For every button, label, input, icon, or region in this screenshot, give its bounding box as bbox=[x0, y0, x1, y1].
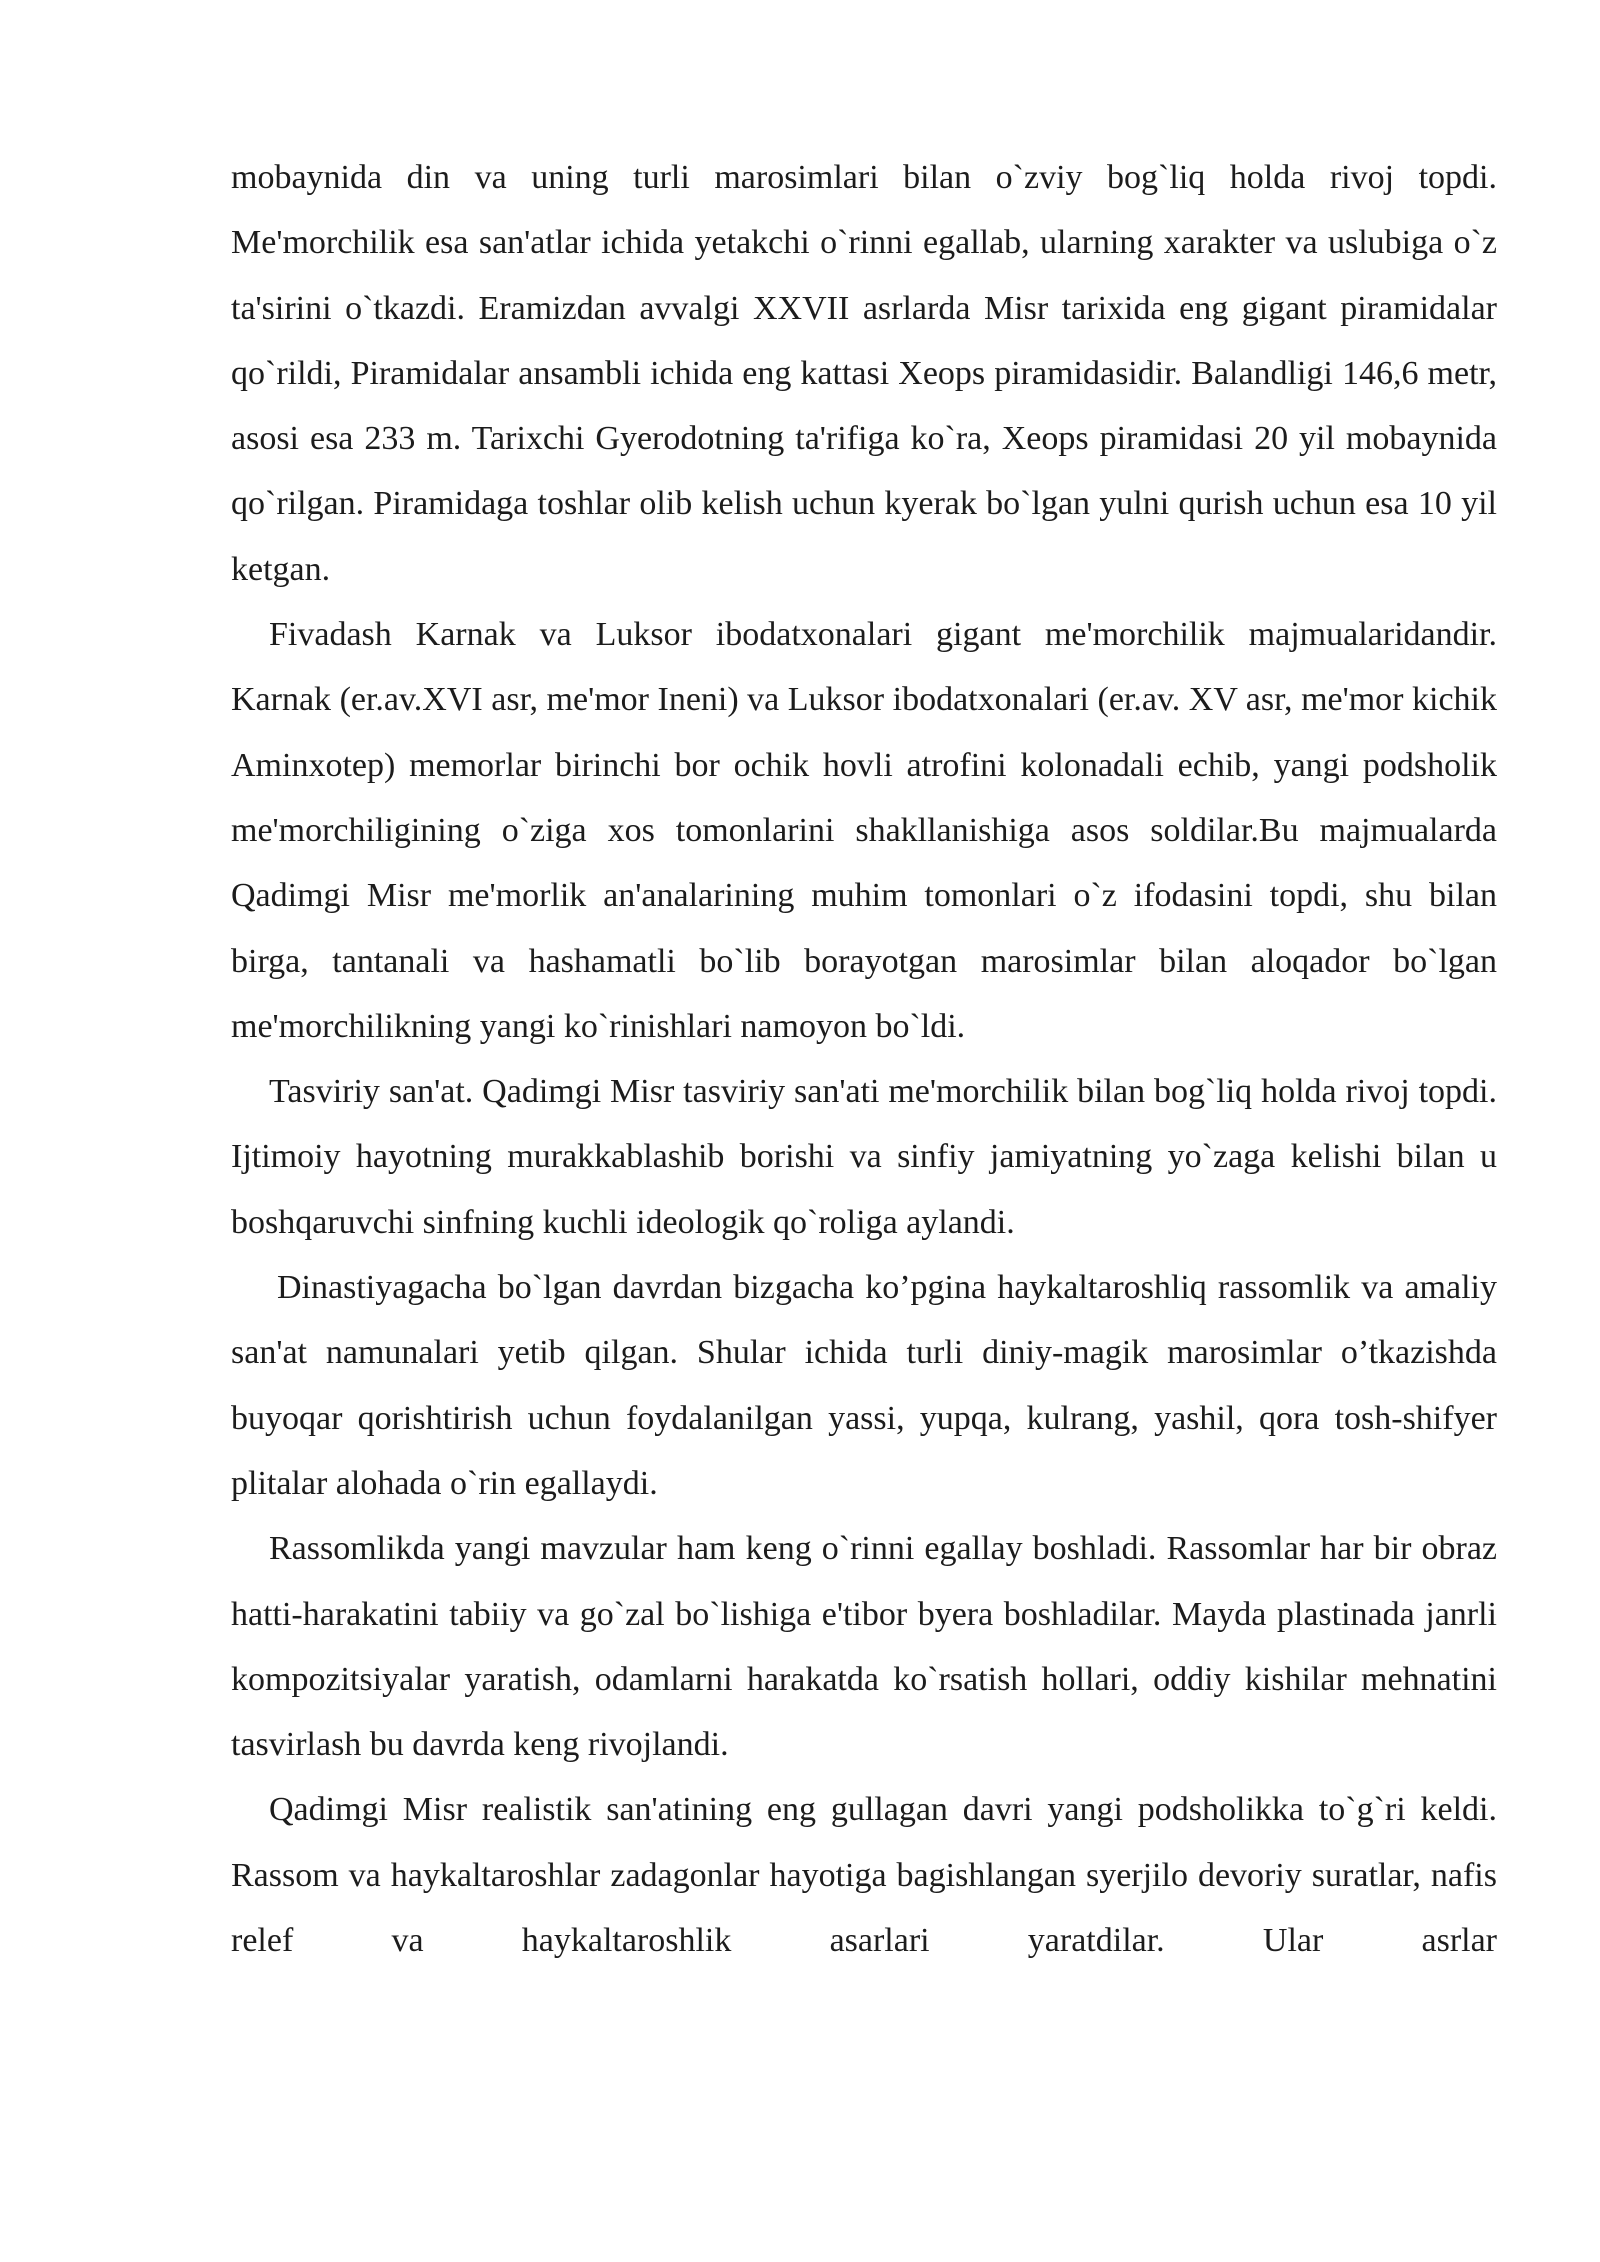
paragraph-realistik-sanat: Qadimgi Misr realistik san'atining eng gullagan davri yangi podsholikka to`g`ri keldi. Rassom va haykaltaroshlar zadagonlar hayotiga bagishlangan syerjilo devoriy suratlar, nafis relef va haykaltaroshlik asarlari yaratdilar. Ular asrlar bbox=[231, 1791, 1497, 1960]
paragraph-rassomlik: Rassomlikda yangi mavzular ham keng o`rinni egallay boshladi. Rassomlar har bir obraz hatti-harakatini tabiiy va go`zal bo`lishiga e'tibor byera boshladilar. Mayda plastinada janrli kompozitsiyalar yaratish, odamlarni harakatda ko`rsatish hollari, oddiy kishilar mehnatini tasvirlash bu davrda keng rivojlandi. bbox=[231, 1530, 1497, 1764]
paragraph-continuation: mobaynida din va uning turli marosimlari bilan o`zviy bog`liq holda rivoj topdi. Me'morchilik esa san'atlar ichida yetakchi o`rinni egallab, ularning xarakter va uslubiga o`z ta'sirini o`tkazdi. Eramizdan avvalgi XXVII asrlarda Misr tarixida eng gigant piramidalar qo`rildi, Piramidalar ansambli ichida eng kattasi Xeops piramidasidir. Balandligi 146,6 metr, asosi esa 233 m. Tarixchi Gyerodotning ta'rifiga ko`ra, Xeops piramidasi 20 yil mobaynida qo`rilgan. Piramidaga toshlar olib kelish uchun kyerak bo`lgan yulni qurish uchun esa 10 yil ketgan. bbox=[231, 159, 1497, 588]
paragraph-dinastiyagacha: Dinastiyagacha bo`lgan davrdan bizgacha ko’pgina haykaltaroshliq rassomlik va amaliy san'at namunalari yetib qilgan. Shular ichida turli diniy-magik marosimlar o’tkazishda buyoqar qorishtirish uchun foydalanilgan yassi, yupqa, kulrang, yashil, qora tosh-shifyer plitalar alohada o`rin egallaydi. bbox=[231, 1269, 1497, 1502]
paragraph-tasviriy-sanat: Tasviriy san'at. Qadimgi Misr tasviriy san'ati me'morchilik bilan bog`liq holda rivoj topdi. Ijtimoiy hayotning murakkablashib borishi va sinfiy jamiyatning yo`zaga kelishi bilan u boshqaruvchi sinfning kuchli ideologik qo`roliga aylandi. bbox=[231, 1073, 1497, 1241]
document-page bbox=[231, 145, 1497, 1973]
paragraph-karnak-luksor: Fivadash Karnak va Luksor ibodatxonalari gigant me'morchilik majmualaridandir. Karnak (er.av.XVI asr, me'mor Ineni) va Luksor ibodatxonalari (er.av. XV asr, me'mor kichik Aminxotep) memorlar birinchi bor ochik hovli atrofini kolonadali echib, yangi podsholik me'morchiligining o`ziga xos tomonlarini shakllanishiga asos soldilar.Bu majmualarda Qadimgi Misr me'morlik an'analarining muhim tomonlari o`z ifodasini topdi, shu bilan birga, tantanali va hashamatli bo`lib borayotgan marosimlar bilan aloqador bo`lgan me'morchilikning yangi ko`rinishlari namoyon bo`ldi. bbox=[231, 616, 1497, 1045]
